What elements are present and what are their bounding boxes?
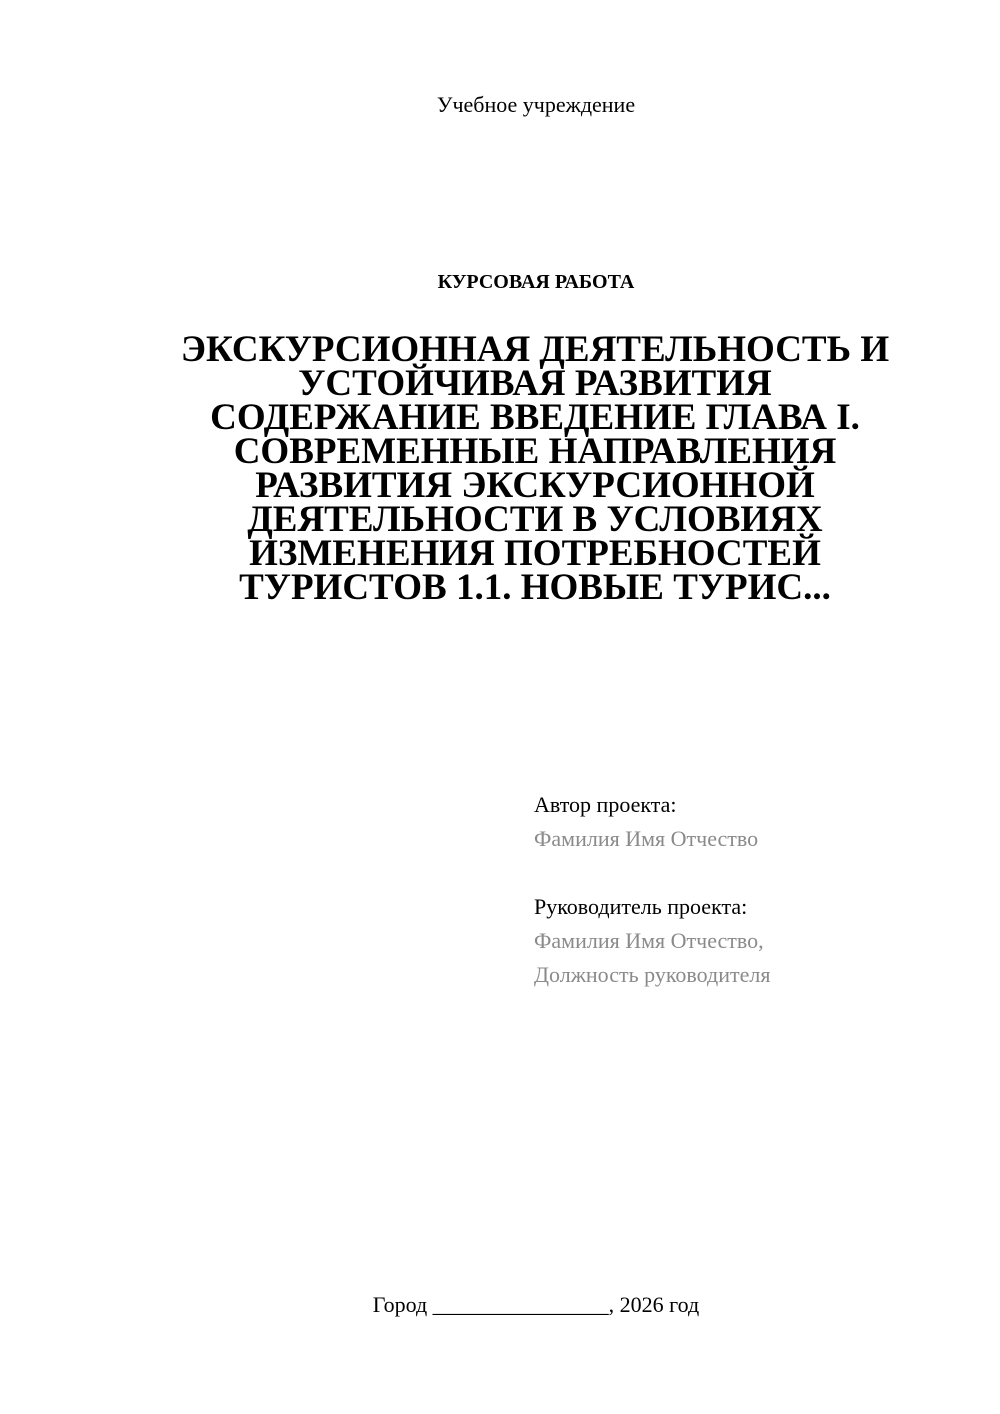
author-name: Фамилия Имя Отчество [534,826,759,851]
supervisor-label: Руководитель проекта: [534,894,748,919]
document-title: ЭКСКУРСИОННАЯ ДЕЯТЕЛЬНОСТЬ И УСТОЙЧИВАЯ РАЗВИТИЯ СОДЕРЖАНИЕ ВВЕДЕНИЕ ГЛАВА I. СОВРЕМЕННЫЕ НАПРАВЛЕНИЯ РАЗВИТИЯ ЭКСКУРСИОННОЙ ДЕЯТЕЛЬНОСТИ В УСЛОВИЯХ ИЗМЕНЕНИЯ ПОТРЕБНОСТЕЙ ТУРИСТОВ 1.1. НОВЫЕ ТУРИС... [180,329,890,608]
supervisor-position: Должность руководителя [534,962,771,987]
people-spacer [534,856,974,890]
institution-name: Учебное учреждение [436,92,636,117]
author-label: Автор проекта: [534,792,677,817]
people-block [534,788,974,992]
supervisor-name: Фамилия Имя Отчество, [534,928,764,953]
work-type-heading: КУРСОВАЯ РАБОТА [437,271,635,293]
city-year-line: Город ________________, 2026 год [372,1292,700,1317]
